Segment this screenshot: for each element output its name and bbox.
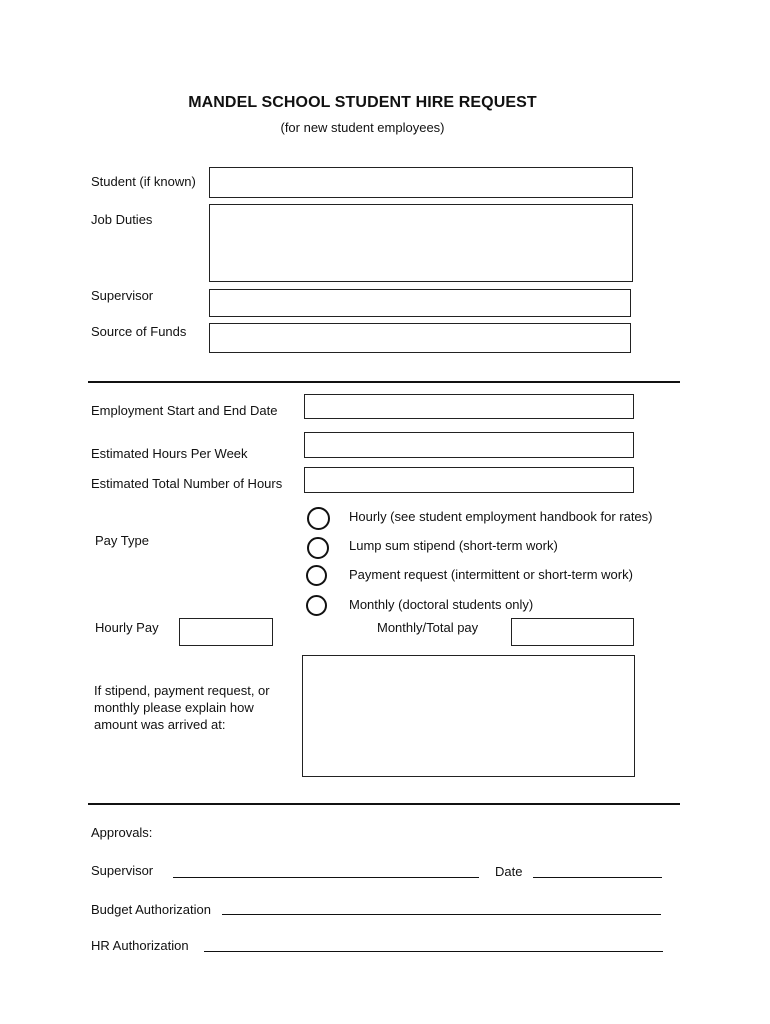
employment-dates-field[interactable] [304,394,634,419]
radio-payment-request[interactable] [306,565,327,586]
date-signature-line[interactable] [533,877,662,878]
student-label: Student (if known) [91,174,196,189]
explain-label-line3: amount was arrived at: [94,717,226,732]
approvals-divider [88,803,680,805]
explanation-field[interactable] [302,655,635,777]
radio-hourly[interactable] [307,507,330,530]
source-of-funds-label: Source of Funds [91,324,187,339]
hourly-pay-label: Hourly Pay [95,620,159,635]
radio-lump-sum-label: Lump sum stipend (short-term work) [349,538,558,553]
hr-signature-line[interactable] [204,951,663,952]
hourly-pay-field[interactable] [179,618,273,646]
radio-monthly[interactable] [306,595,327,616]
hours-per-week-label: Estimated Hours Per Week [91,446,248,461]
explain-label-line1: If stipend, payment request, or [94,683,270,698]
approval-date-label: Date [495,864,523,879]
radio-hourly-label: Hourly (see student employment handbook for rates) [349,509,653,524]
radio-payment-request-label: Payment request (intermittent or short-term work) [349,567,633,582]
approvals-heading: Approvals: [91,825,153,840]
form-subtitle: (for new student employees) [280,120,445,135]
radio-monthly-label: Monthly (doctoral students only) [349,597,534,612]
budget-authorization-label: Budget Authorization [91,902,211,917]
monthly-total-pay-label: Monthly/Total pay [377,620,479,635]
supervisor-label: Supervisor [91,288,154,303]
radio-lump-sum[interactable] [307,537,329,559]
hr-authorization-label: HR Authorization [91,938,189,953]
hours-per-week-field[interactable] [304,432,634,458]
explain-label-line2: monthly please explain how [94,700,254,715]
supervisor-signature-line[interactable] [173,877,479,878]
total-hours-field[interactable] [304,467,634,493]
source-of-funds-field[interactable] [209,323,631,353]
total-hours-label: Estimated Total Number of Hours [91,476,283,491]
job-duties-field[interactable] [209,204,633,282]
budget-signature-line[interactable] [222,914,661,915]
form-title: MANDEL SCHOOL STUDENT HIRE REQUEST [188,94,537,111]
pay-type-label: Pay Type [95,533,149,548]
supervisor-field[interactable] [209,289,631,317]
monthly-total-pay-field[interactable] [511,618,634,646]
job-duties-label: Job Duties [91,212,153,227]
approval-supervisor-label: Supervisor [91,863,154,878]
student-field[interactable] [209,167,633,198]
section-divider [88,381,680,383]
employment-dates-label: Employment Start and End Date [91,403,278,418]
